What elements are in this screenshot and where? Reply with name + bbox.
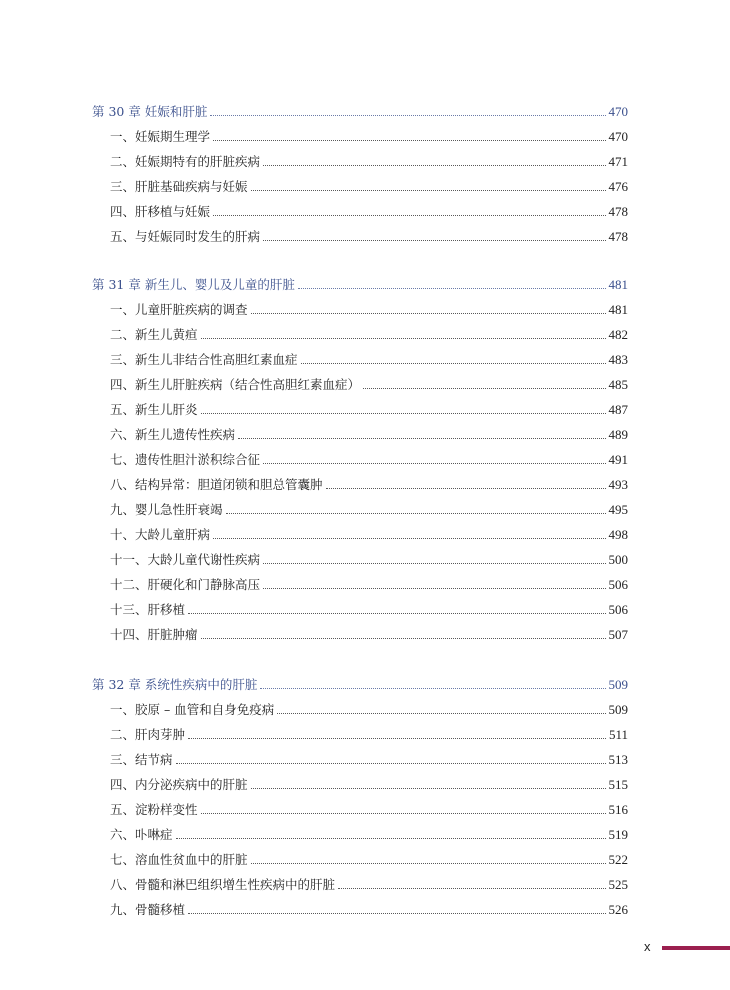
dot-leader xyxy=(201,638,606,639)
page-number: 478 xyxy=(608,204,628,219)
toc-entry[interactable] xyxy=(110,348,628,368)
dot-leader xyxy=(338,888,605,889)
section-title: 二、新生儿黄疸 xyxy=(110,327,198,342)
page-number: 525 xyxy=(608,877,628,892)
page-number: 509 xyxy=(608,677,628,692)
section-title: 三、结节病 xyxy=(110,752,173,767)
footer-page-label: x xyxy=(644,939,651,954)
section-title: 六、新生儿遗传性疾病 xyxy=(110,427,236,442)
page-number: 493 xyxy=(608,477,628,492)
dot-leader xyxy=(201,413,606,414)
section-title: 九、骨髓移植 xyxy=(110,902,186,917)
section-title: 七、遗传性胆汁淤积综合征 xyxy=(110,452,261,467)
chapter-title: 第 32 章 系统性疾病中的肝脏 xyxy=(92,677,258,692)
section-title: 三、新生儿非结合性高胆红素血症 xyxy=(110,352,298,367)
toc-entry[interactable] xyxy=(110,748,628,768)
chapter-32-entry[interactable] xyxy=(92,673,628,693)
toc-entry[interactable] xyxy=(110,873,628,893)
section-title: 五、新生儿肝炎 xyxy=(110,402,198,417)
toc-entry[interactable] xyxy=(110,573,628,593)
dot-leader xyxy=(226,513,606,514)
dot-leader xyxy=(251,788,606,789)
chapter-title: 第 30 章 妊娠和肝脏 xyxy=(92,104,208,119)
section-title: 四、内分泌疾病中的肝脏 xyxy=(110,777,248,792)
section-title: 八、骨髓和淋巴组织增生性疾病中的肝脏 xyxy=(110,877,336,892)
toc-entry[interactable] xyxy=(110,298,628,318)
page-number: 485 xyxy=(608,377,628,392)
section-title: 二、肝肉芽肿 xyxy=(110,727,186,742)
page-number: 470 xyxy=(608,104,628,119)
toc-entry[interactable] xyxy=(110,150,628,170)
section-title: 十三、肝移植 xyxy=(110,602,186,617)
toc-entry[interactable] xyxy=(110,473,628,493)
toc-entry[interactable] xyxy=(110,598,628,618)
section-title: 三、肝脏基础疾病与妊娠 xyxy=(110,179,248,194)
section-title: 五、淀粉样变性 xyxy=(110,802,198,817)
dot-leader xyxy=(263,463,605,464)
page-number: 498 xyxy=(608,527,628,542)
toc-entry[interactable] xyxy=(110,448,628,468)
section-title: 二、妊娠期特有的肝脏疾病 xyxy=(110,154,261,169)
page-number: 476 xyxy=(608,179,628,194)
dot-leader xyxy=(213,215,605,216)
page-number: 491 xyxy=(608,452,628,467)
toc-entry[interactable] xyxy=(110,623,628,643)
dot-leader xyxy=(188,913,605,914)
section-title: 十二、肝硬化和门静脉高压 xyxy=(110,577,261,592)
section-title: 一、儿童肝脏疾病的调查 xyxy=(110,302,248,317)
toc-entry[interactable] xyxy=(110,373,628,393)
page-number: 481 xyxy=(608,277,628,292)
section-title: 四、肝移植与妊娠 xyxy=(110,204,211,219)
section-title: 一、妊娠期生理学 xyxy=(110,129,211,144)
page-number: 515 xyxy=(608,777,628,792)
dot-leader xyxy=(188,613,605,614)
section-title: 一、胶原 – 血管和自身免疫病 xyxy=(110,702,275,717)
section-title: 十一、大龄儿童代谢性疾病 xyxy=(110,552,261,567)
dot-leader xyxy=(251,863,606,864)
toc-entry[interactable] xyxy=(110,848,628,868)
dot-leader xyxy=(301,363,606,364)
dot-leader xyxy=(176,763,606,764)
toc-entry[interactable] xyxy=(110,225,628,245)
dot-leader xyxy=(251,313,606,314)
toc-entry[interactable] xyxy=(110,423,628,443)
page-number: 506 xyxy=(608,577,628,592)
dot-leader xyxy=(326,488,606,489)
dot-leader xyxy=(238,438,605,439)
page-number: 506 xyxy=(608,602,628,617)
dot-leader xyxy=(263,240,605,241)
section-title: 九、婴儿急性肝衰竭 xyxy=(110,502,223,517)
dot-leader xyxy=(213,538,605,539)
page-number: 495 xyxy=(608,502,628,517)
dot-leader xyxy=(188,738,606,739)
toc-entry[interactable] xyxy=(110,523,628,543)
chapter-30-entry[interactable] xyxy=(92,100,628,120)
toc-entry[interactable] xyxy=(110,498,628,518)
page-number: 500 xyxy=(608,552,628,567)
toc-entry[interactable] xyxy=(110,798,628,818)
dot-leader xyxy=(363,388,605,389)
toc-entry[interactable] xyxy=(110,125,628,145)
toc-entry[interactable] xyxy=(110,323,628,343)
page-number: 478 xyxy=(608,229,628,244)
dot-leader xyxy=(263,563,605,564)
section-title: 八、结构异常：胆道闭锁和胆总管囊肿 xyxy=(110,477,323,492)
chapter-31-entry[interactable] xyxy=(92,273,628,293)
section-title: 六、卟啉症 xyxy=(110,827,173,842)
dot-leader xyxy=(213,140,605,141)
page-number: 489 xyxy=(608,427,628,442)
section-title: 七、溶血性贫血中的肝脏 xyxy=(110,852,248,867)
dot-leader xyxy=(210,115,605,116)
dot-leader xyxy=(260,688,605,689)
dot-leader xyxy=(251,190,606,191)
page-number: 519 xyxy=(608,827,628,842)
section-title: 五、与妊娠同时发生的肝病 xyxy=(110,229,261,244)
toc-entry[interactable] xyxy=(110,723,628,743)
toc-entry[interactable] xyxy=(110,823,628,843)
toc-entry[interactable] xyxy=(110,698,628,718)
toc-entry[interactable] xyxy=(110,773,628,793)
toc-entry[interactable] xyxy=(110,898,628,918)
toc-entry[interactable] xyxy=(110,548,628,568)
page-number: 511 xyxy=(608,727,628,742)
dot-leader xyxy=(263,165,605,166)
toc-entry[interactable] xyxy=(110,175,628,195)
dot-leader xyxy=(263,588,605,589)
dot-leader xyxy=(176,838,606,839)
page-number: 487 xyxy=(608,402,628,417)
section-title: 四、新生儿肝脏疾病（结合性高胆红素血症） xyxy=(110,377,361,392)
page-number: 509 xyxy=(608,702,628,717)
page-number: 522 xyxy=(608,852,628,867)
chapter-title: 第 31 章 新生儿、婴儿及儿童的肝脏 xyxy=(92,277,295,292)
toc-entry[interactable] xyxy=(110,398,628,418)
dot-leader xyxy=(298,288,606,289)
toc-entry[interactable] xyxy=(110,200,628,220)
dot-leader xyxy=(277,713,605,714)
section-title: 十四、肝脏肿瘤 xyxy=(110,627,198,642)
page-number: 481 xyxy=(608,302,628,317)
page-number: 482 xyxy=(608,327,628,342)
dot-leader xyxy=(201,813,606,814)
page-number: 513 xyxy=(608,752,628,767)
page-number: 470 xyxy=(608,129,628,144)
page-number: 471 xyxy=(608,154,628,169)
page-number: 526 xyxy=(608,902,628,917)
page-number: 483 xyxy=(608,352,628,367)
page-number: 516 xyxy=(608,802,628,817)
section-title: 十、大龄儿童肝病 xyxy=(110,527,211,542)
dot-leader xyxy=(201,338,606,339)
footer-accent-bar xyxy=(662,946,730,950)
page-number: 507 xyxy=(608,627,628,642)
